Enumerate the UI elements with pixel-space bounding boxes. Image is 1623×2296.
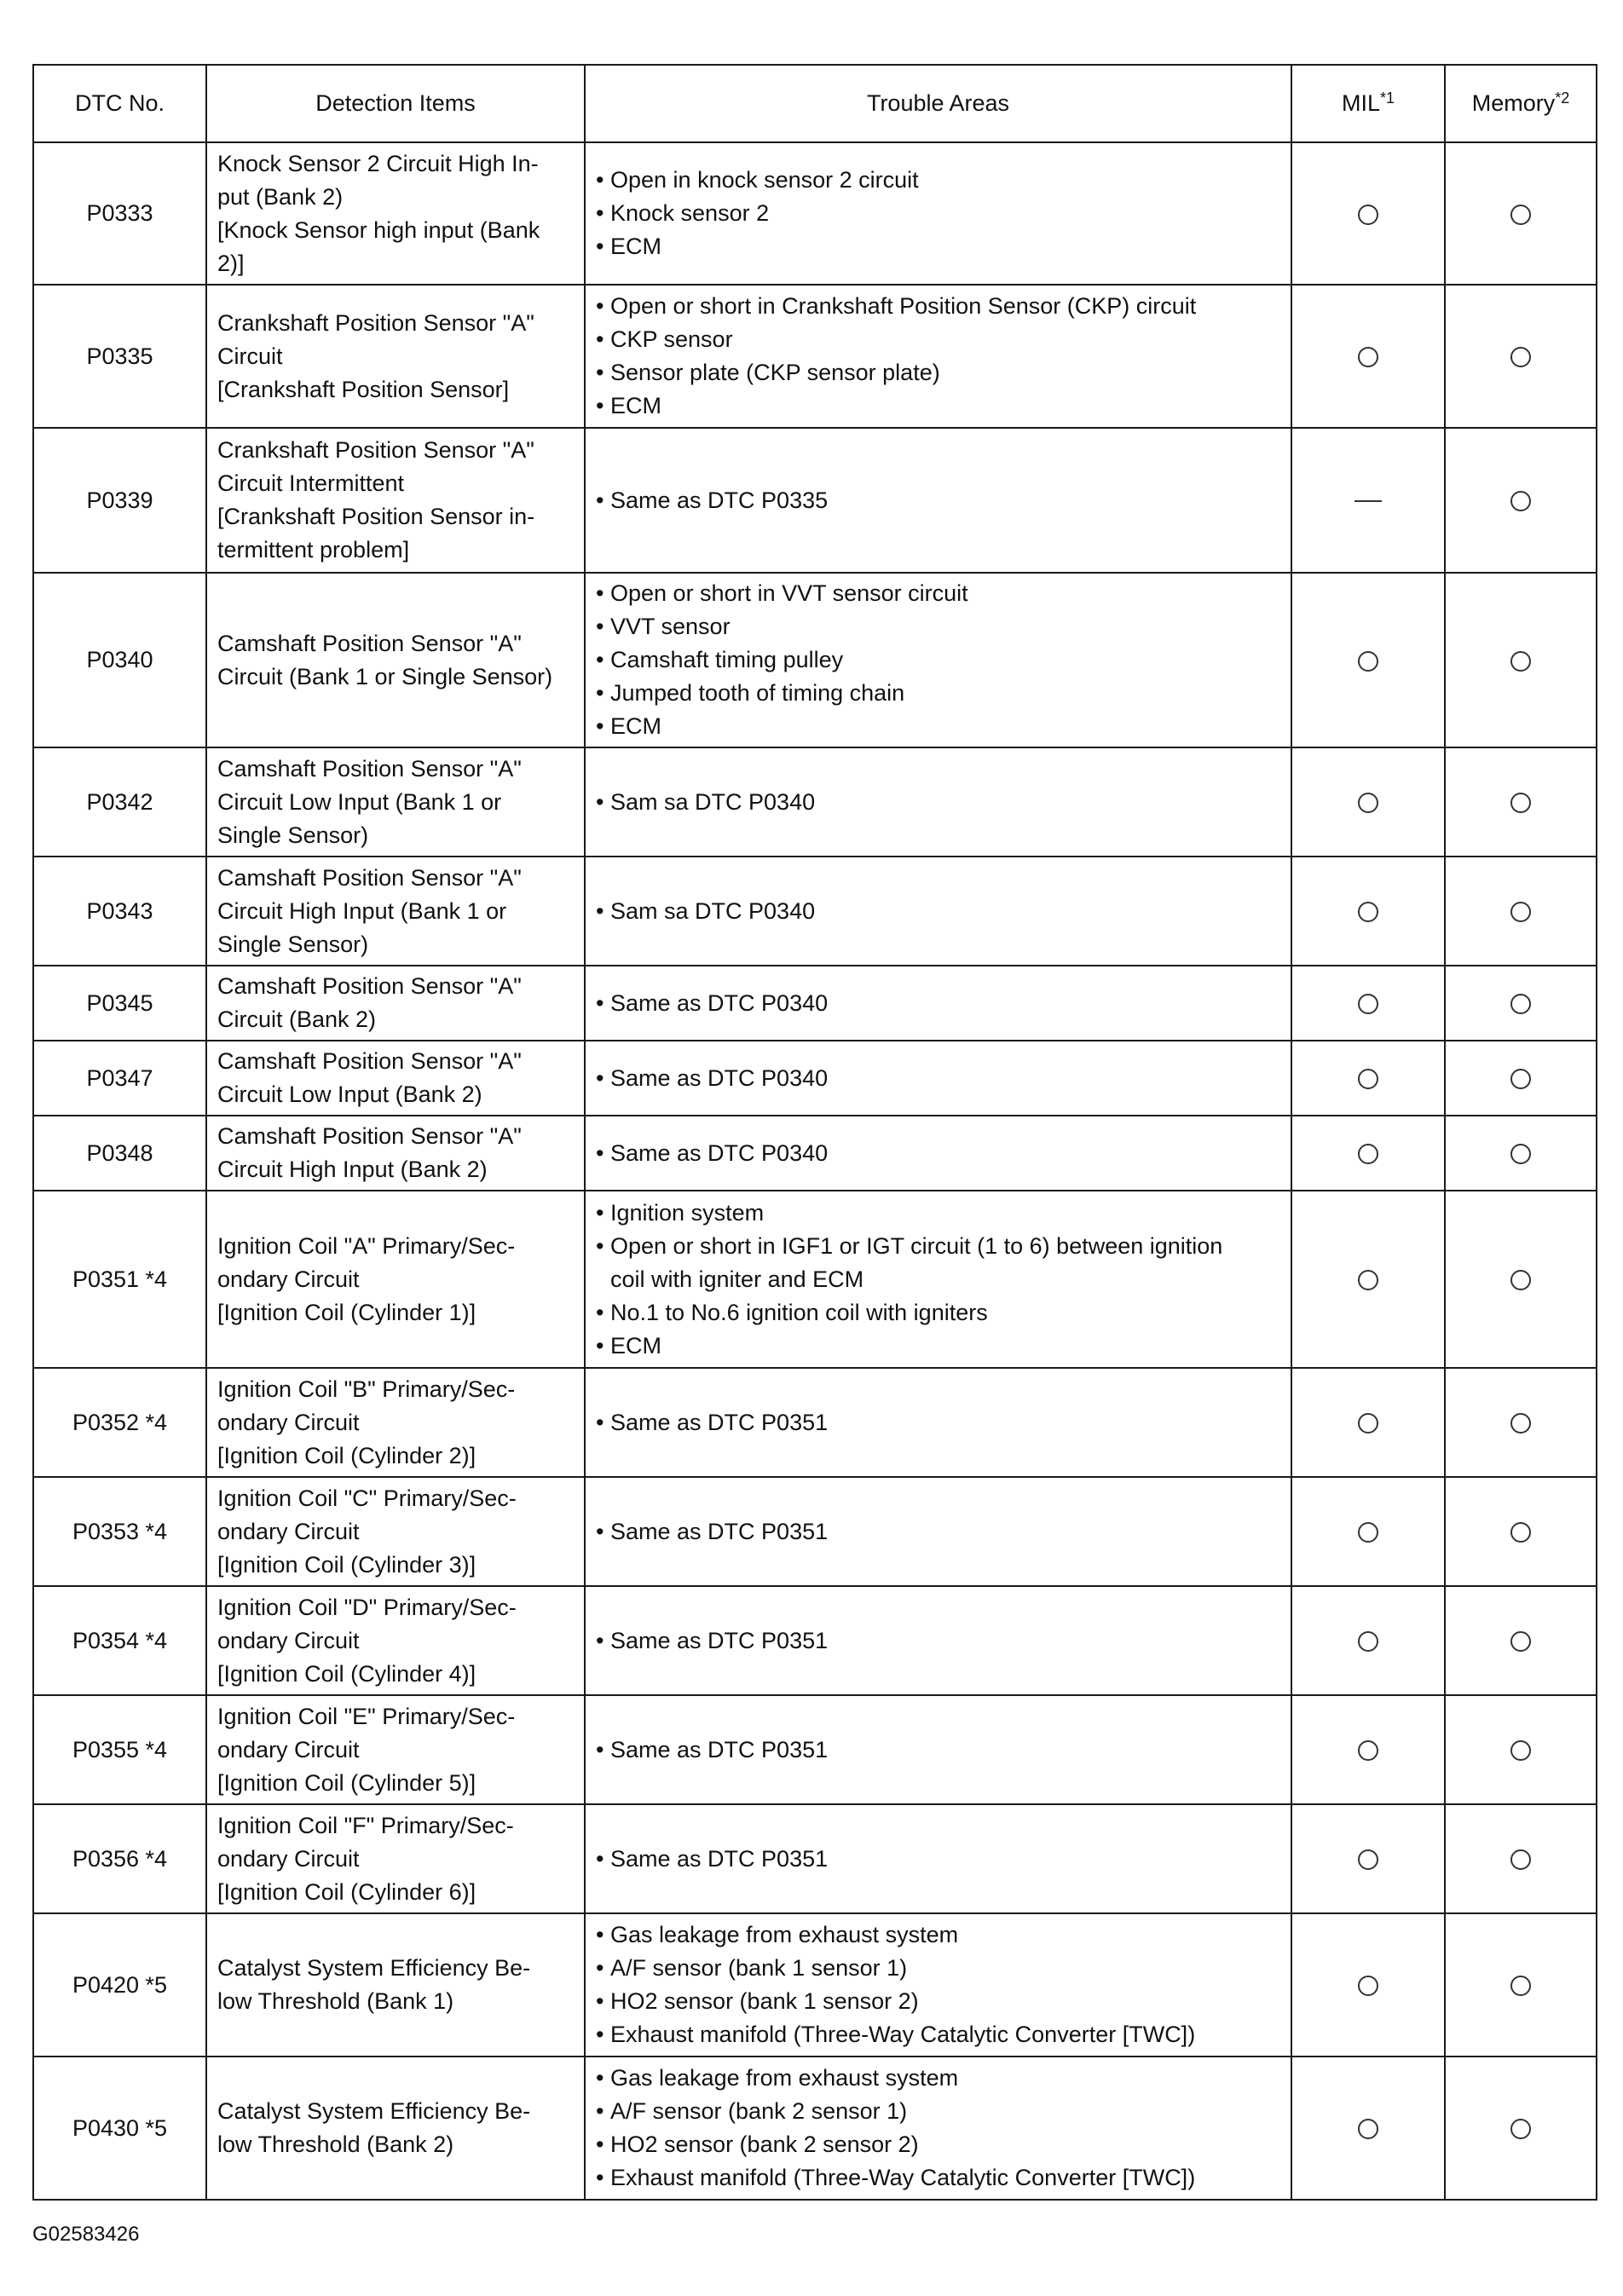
trouble-area-item: • Same as DTC P0351 (596, 1843, 1280, 1876)
memory-footnote-mark: *2 (1555, 89, 1570, 107)
trouble-area-item: • Exhaust manifold (Three-Way Catalytic Converter [TWC]) (596, 2018, 1280, 2051)
trouble-areas (585, 142, 1291, 285)
detection-item-line: put (Bank 2) (217, 183, 344, 210)
trouble-area-list (596, 1197, 1280, 1363)
detection-item-line: Single Sensor) (217, 931, 369, 957)
mil-indicator (1291, 1041, 1445, 1116)
detection-item-line: [Crankshaft Position Sensor in- (217, 504, 535, 529)
trouble-areas (585, 1041, 1291, 1116)
header-memory: Memory$^{*2}$ (1445, 65, 1597, 142)
memory-indicator (1445, 142, 1597, 285)
circle-icon (1358, 1740, 1378, 1761)
trouble-area-item: • Exhaust manifold (Three-Way Catalytic Converter [TWC]) (596, 2161, 1280, 2195)
trouble-area-list (596, 1918, 1280, 2051)
detection-item-line: [Ignition Coil (Cylinder 4)] (217, 1660, 477, 1687)
dtc-code: P0343 (33, 857, 206, 966)
memory-indicator (1445, 747, 1597, 857)
mil-indicator (1291, 1477, 1445, 1586)
detection-item-line: Camshaft Position Sensor "A" (217, 864, 522, 891)
detection-item-line: ondary Circuit (217, 1266, 360, 1292)
trouble-area-item: • Jumped tooth of timing chain (596, 677, 1280, 710)
circle-icon (1358, 1270, 1378, 1290)
table-row (33, 285, 1597, 428)
header-detection-items: Detection Items (206, 65, 585, 142)
trouble-area-item: • Gas leakage from exhaust system (596, 1918, 1280, 1952)
table-row (33, 747, 1597, 857)
table-row (33, 1041, 1597, 1116)
trouble-area-item: • Knock sensor 2 (596, 197, 1280, 230)
trouble-area-item: • Same as DTC P0351 (596, 1624, 1280, 1658)
trouble-areas (585, 1586, 1291, 1695)
circle-icon (1358, 2119, 1378, 2139)
circle-icon (1358, 651, 1378, 672)
trouble-area-item: • Same as DTC P0340 (596, 1062, 1280, 1095)
memory-indicator (1445, 966, 1597, 1041)
detection-item-line: [Knock Sensor high input (Bank (217, 216, 540, 243)
trouble-area-item: • Same as DTC P0340 (596, 1137, 1280, 1170)
detection-item-line: Ignition Coil "F" Primary/Sec- (217, 1812, 514, 1838)
circle-icon (1510, 651, 1531, 672)
detection-item-line: Camshaft Position Sensor "A" (217, 630, 522, 656)
detection-item (206, 1368, 585, 1477)
circle-icon (1358, 205, 1378, 225)
circle-icon (1358, 1849, 1378, 1870)
trouble-areas (585, 285, 1291, 428)
detection-item-line: Camshaft Position Sensor "A" (217, 973, 522, 999)
detection-item-line: ondary Circuit (217, 1409, 360, 1435)
detection-item-line: [Crankshaft Position Sensor] (217, 376, 510, 402)
detection-item-line: Circuit High Input (Bank 2) (217, 1157, 488, 1182)
detection-item-line: Circuit Low Input (Bank 2) (217, 1082, 482, 1107)
dtc-code: P0356 *4 (33, 1804, 206, 1913)
table-row (33, 1804, 1597, 1913)
trouble-area-item: • Sam sa DTC P0340 (596, 895, 1280, 928)
circle-icon (1510, 1740, 1531, 1761)
trouble-area-item: • Camshaft timing pulley (596, 643, 1280, 677)
detection-item (206, 1116, 585, 1191)
circle-icon (1510, 902, 1531, 922)
circle-icon (1358, 1976, 1378, 1996)
memory-indicator (1445, 1041, 1597, 1116)
mil-indicator (1291, 1586, 1445, 1695)
mil-indicator (1291, 1191, 1445, 1368)
trouble-areas (585, 747, 1291, 857)
table-row (33, 1913, 1597, 2057)
detection-item-line: [Ignition Coil (Cylinder 2)] (217, 1442, 477, 1468)
memory-indicator (1445, 428, 1597, 573)
detection-item (206, 1041, 585, 1116)
trouble-areas (585, 2057, 1291, 2200)
detection-item-line: [Ignition Coil (Cylinder 5)] (217, 1769, 477, 1796)
trouble-area-item: • No.1 to No.6 ignition coil with igniters (596, 1296, 1280, 1330)
dtc-code: P0353 *4 (33, 1477, 206, 1586)
table-row (33, 1477, 1597, 1586)
dtc-code: P0345 (33, 966, 206, 1041)
dtc-code: P0347 (33, 1041, 206, 1116)
detection-item-line: [Ignition Coil (Cylinder 1)] (217, 1299, 477, 1325)
circle-icon (1510, 1522, 1531, 1543)
trouble-areas (585, 1804, 1291, 1913)
trouble-area-item: • Open in knock sensor 2 circuit (596, 164, 1280, 197)
trouble-area-item: • Same as DTC P0351 (596, 1734, 1280, 1767)
detection-item-line: Circuit Low Input (Bank 1 or (217, 788, 502, 815)
memory-indicator (1445, 1695, 1597, 1804)
figure-id: G02583426 (32, 2223, 140, 2246)
trouble-area-list (596, 1137, 1280, 1170)
trouble-area-list (596, 1062, 1280, 1095)
detection-item-line: ondary Circuit (217, 1736, 360, 1762)
dtc-code: P0430 *5 (33, 2057, 206, 2200)
trouble-area-list (596, 987, 1280, 1020)
trouble-area-list (596, 290, 1280, 423)
detection-item-line: Crankshaft Position Sensor "A" (217, 437, 534, 463)
dtc-code: P0335 (33, 285, 206, 428)
trouble-area-item: • Ignition system (596, 1197, 1280, 1230)
dtc-code: P0340 (33, 573, 206, 747)
detection-item-line: ondary Circuit (217, 1627, 360, 1653)
mil-indicator (1291, 2057, 1445, 2200)
memory-indicator (1445, 2057, 1597, 2200)
trouble-area-item: • ECM (596, 230, 1280, 263)
detection-item-line: Camshaft Position Sensor "A" (217, 1048, 522, 1074)
trouble-area-list (596, 484, 1280, 517)
circle-icon (1510, 347, 1531, 367)
memory-indicator (1445, 1804, 1597, 1913)
mil-footnote-mark: *1 (1380, 89, 1395, 107)
trouble-area-item (596, 1230, 1280, 1296)
dtc-table (32, 64, 1597, 2201)
trouble-area-list (596, 1734, 1280, 1767)
trouble-area-item: • Same as DTC P0351 (596, 1515, 1280, 1549)
table-header-row (33, 65, 1597, 142)
memory-indicator (1445, 1116, 1597, 1191)
trouble-areas (585, 857, 1291, 966)
circle-icon (1510, 491, 1531, 511)
memory-indicator (1445, 1368, 1597, 1477)
header-dtc-no: DTC No. (33, 65, 206, 142)
trouble-area-item: • Open or short in Crankshaft Position Sensor (CKP) circuit (596, 290, 1280, 323)
trouble-areas (585, 1477, 1291, 1586)
table-row (33, 142, 1597, 285)
trouble-areas (585, 1191, 1291, 1368)
trouble-area-list (596, 1843, 1280, 1876)
trouble-area-list (596, 1624, 1280, 1658)
trouble-area-item: • A/F sensor (bank 1 sensor 1) (596, 1952, 1280, 1985)
detection-item-line: Ignition Coil "E" Primary/Sec- (217, 1703, 516, 1729)
memory-indicator (1445, 1477, 1597, 1586)
circle-icon (1510, 793, 1531, 813)
dash-icon (1354, 500, 1382, 502)
table-row (33, 857, 1597, 966)
trouble-area-list (596, 895, 1280, 928)
mil-indicator (1291, 857, 1445, 966)
trouble-areas (585, 428, 1291, 573)
trouble-areas (585, 573, 1291, 747)
trouble-areas (585, 966, 1291, 1041)
circle-icon (1510, 2119, 1531, 2139)
circle-icon (1358, 793, 1378, 813)
circle-icon (1358, 1413, 1378, 1434)
trouble-area-item: • Sensor plate (CKP sensor plate) (596, 356, 1280, 389)
detection-item (206, 1586, 585, 1695)
trouble-area-item: • HO2 sensor (bank 1 sensor 2) (596, 1985, 1280, 2018)
detection-item (206, 428, 585, 573)
circle-icon (1510, 1144, 1531, 1164)
trouble-area-list (596, 1406, 1280, 1439)
mil-indicator (1291, 1804, 1445, 1913)
trouble-area-list (596, 164, 1280, 263)
memory-indicator (1445, 285, 1597, 428)
trouble-area-item: • Gas leakage from exhaust system (596, 2062, 1280, 2095)
memory-indicator (1445, 1586, 1597, 1695)
detection-item-line: Circuit (Bank 2) (217, 1007, 377, 1032)
trouble-areas (585, 1368, 1291, 1477)
trouble-area-item: • CKP sensor (596, 323, 1280, 356)
mil-indicator (1291, 1913, 1445, 2057)
table-row (33, 1368, 1597, 1477)
table-row (33, 1586, 1597, 1695)
trouble-area-item: • ECM (596, 710, 1280, 743)
table-row (33, 573, 1597, 747)
trouble-area-item: • A/F sensor (bank 2 sensor 1) (596, 2095, 1280, 2128)
circle-icon (1358, 1522, 1378, 1543)
dtc-code: P0348 (33, 1116, 206, 1191)
detection-item-line: low Threshold (Bank 1) (217, 1988, 454, 2014)
mil-indicator (1291, 1116, 1445, 1191)
table-row (33, 1191, 1597, 1368)
dtc-code: P0342 (33, 747, 206, 857)
trouble-area-item: • Same as DTC P0351 (596, 1406, 1280, 1439)
trouble-area-list (596, 577, 1280, 743)
detection-item (206, 1913, 585, 2057)
circle-icon (1510, 1976, 1531, 1996)
detection-item-line: Single Sensor) (217, 822, 369, 848)
circle-icon (1358, 994, 1378, 1014)
detection-item-line: Knock Sensor 2 Circuit High In- (217, 150, 539, 176)
circle-icon (1510, 1849, 1531, 1870)
detection-item-line: [Ignition Coil (Cylinder 3)] (217, 1551, 477, 1578)
trouble-area-item: • VVT sensor (596, 610, 1280, 643)
trouble-area-item: • Same as DTC P0335 (596, 484, 1280, 517)
trouble-areas (585, 1116, 1291, 1191)
trouble-area-line: coil with igniter and ECM (610, 1266, 864, 1292)
circle-icon (1510, 1270, 1531, 1290)
dtc-code: P0420 *5 (33, 1913, 206, 2057)
circle-icon (1510, 994, 1531, 1014)
detection-item (206, 2057, 585, 2200)
circle-icon (1358, 1631, 1378, 1652)
table-row (33, 2057, 1597, 2200)
detection-item (206, 142, 585, 285)
detection-item-line: Ignition Coil "C" Primary/Sec- (217, 1485, 517, 1511)
detection-item-line: Ignition Coil "B" Primary/Sec- (217, 1376, 516, 1402)
detection-item-line: Catalyst System Efficiency Be- (217, 1955, 531, 1981)
header-mil: MIL$^{*1}$ (1291, 65, 1445, 142)
detection-item (206, 857, 585, 966)
mil-indicator (1291, 573, 1445, 747)
detection-item-line: ondary Circuit (217, 1845, 360, 1872)
detection-item-line: Crankshaft Position Sensor "A" (217, 309, 534, 336)
circle-icon (1358, 1069, 1378, 1089)
memory-indicator (1445, 1191, 1597, 1368)
table-row (33, 1116, 1597, 1191)
dtc-code: P0354 *4 (33, 1586, 206, 1695)
detection-item-line: Camshaft Position Sensor "A" (217, 1123, 522, 1149)
detection-item (206, 1695, 585, 1804)
table-row (33, 1695, 1597, 1804)
detection-item-line: Circuit (217, 343, 283, 369)
trouble-area-list (596, 1515, 1280, 1549)
detection-item-line: low Threshold (Bank 2) (217, 2132, 454, 2157)
header-trouble-areas: Trouble Areas (585, 65, 1291, 142)
circle-icon (1510, 1631, 1531, 1652)
trouble-areas (585, 1913, 1291, 2057)
detection-item-line: Ignition Coil "D" Primary/Sec- (217, 1594, 517, 1620)
trouble-area-item: • HO2 sensor (bank 2 sensor 2) (596, 2128, 1280, 2161)
dtc-code: P0352 *4 (33, 1368, 206, 1477)
memory-indicator (1445, 857, 1597, 966)
circle-icon (1358, 347, 1378, 367)
detection-item (206, 1804, 585, 1913)
mil-indicator (1291, 142, 1445, 285)
mil-indicator (1291, 1695, 1445, 1804)
mil-indicator (1291, 966, 1445, 1041)
trouble-area-line: Open or short in IGF1 or IGT circuit (1 to 6) between ignition (610, 1232, 1223, 1259)
circle-icon (1510, 1069, 1531, 1089)
mil-indicator (1291, 428, 1445, 573)
detection-item-line: Circuit (Bank 1 or Single Sensor) (217, 663, 553, 689)
trouble-area-item: • Same as DTC P0340 (596, 987, 1280, 1020)
detection-item (206, 1477, 585, 1586)
circle-icon (1510, 205, 1531, 225)
detection-item-line: ondary Circuit (217, 1518, 360, 1544)
circle-icon (1358, 902, 1378, 922)
detection-item (206, 1191, 585, 1368)
dtc-code: P0355 *4 (33, 1695, 206, 1804)
trouble-area-list (596, 786, 1280, 819)
table-row (33, 966, 1597, 1041)
detection-item-line: termittent problem] (217, 537, 410, 562)
detection-item-line: Ignition Coil "A" Primary/Sec- (217, 1232, 516, 1259)
dtc-code: P0351 *4 (33, 1191, 206, 1368)
circle-icon (1358, 1144, 1378, 1164)
trouble-area-item: • Sam sa DTC P0340 (596, 786, 1280, 819)
circle-icon (1510, 1413, 1531, 1434)
trouble-area-item: • ECM (596, 389, 1280, 423)
detection-item-line: Circuit High Input (Bank 1 or (217, 897, 507, 924)
detection-item (206, 966, 585, 1041)
mil-indicator (1291, 747, 1445, 857)
detection-item-line: Camshaft Position Sensor "A" (217, 755, 522, 782)
trouble-area-item: • ECM (596, 1330, 1280, 1363)
memory-indicator (1445, 1913, 1597, 2057)
detection-item-line: Catalyst System Efficiency Be- (217, 2098, 531, 2124)
detection-item (206, 747, 585, 857)
trouble-area-item: • Open or short in VVT sensor circuit (596, 577, 1280, 610)
trouble-areas (585, 1695, 1291, 1804)
trouble-area-list (596, 2062, 1280, 2195)
dtc-code: P0339 (33, 428, 206, 573)
detection-item-line: 2)] (217, 250, 245, 276)
memory-indicator (1445, 573, 1597, 747)
detection-item-line: [Ignition Coil (Cylinder 6)] (217, 1878, 477, 1905)
mil-indicator (1291, 285, 1445, 428)
detection-item (206, 573, 585, 747)
dtc-code: P0333 (33, 142, 206, 285)
detection-item (206, 285, 585, 428)
detection-item-line: Circuit Intermittent (217, 470, 405, 496)
table-row (33, 428, 1597, 573)
mil-indicator (1291, 1368, 1445, 1477)
